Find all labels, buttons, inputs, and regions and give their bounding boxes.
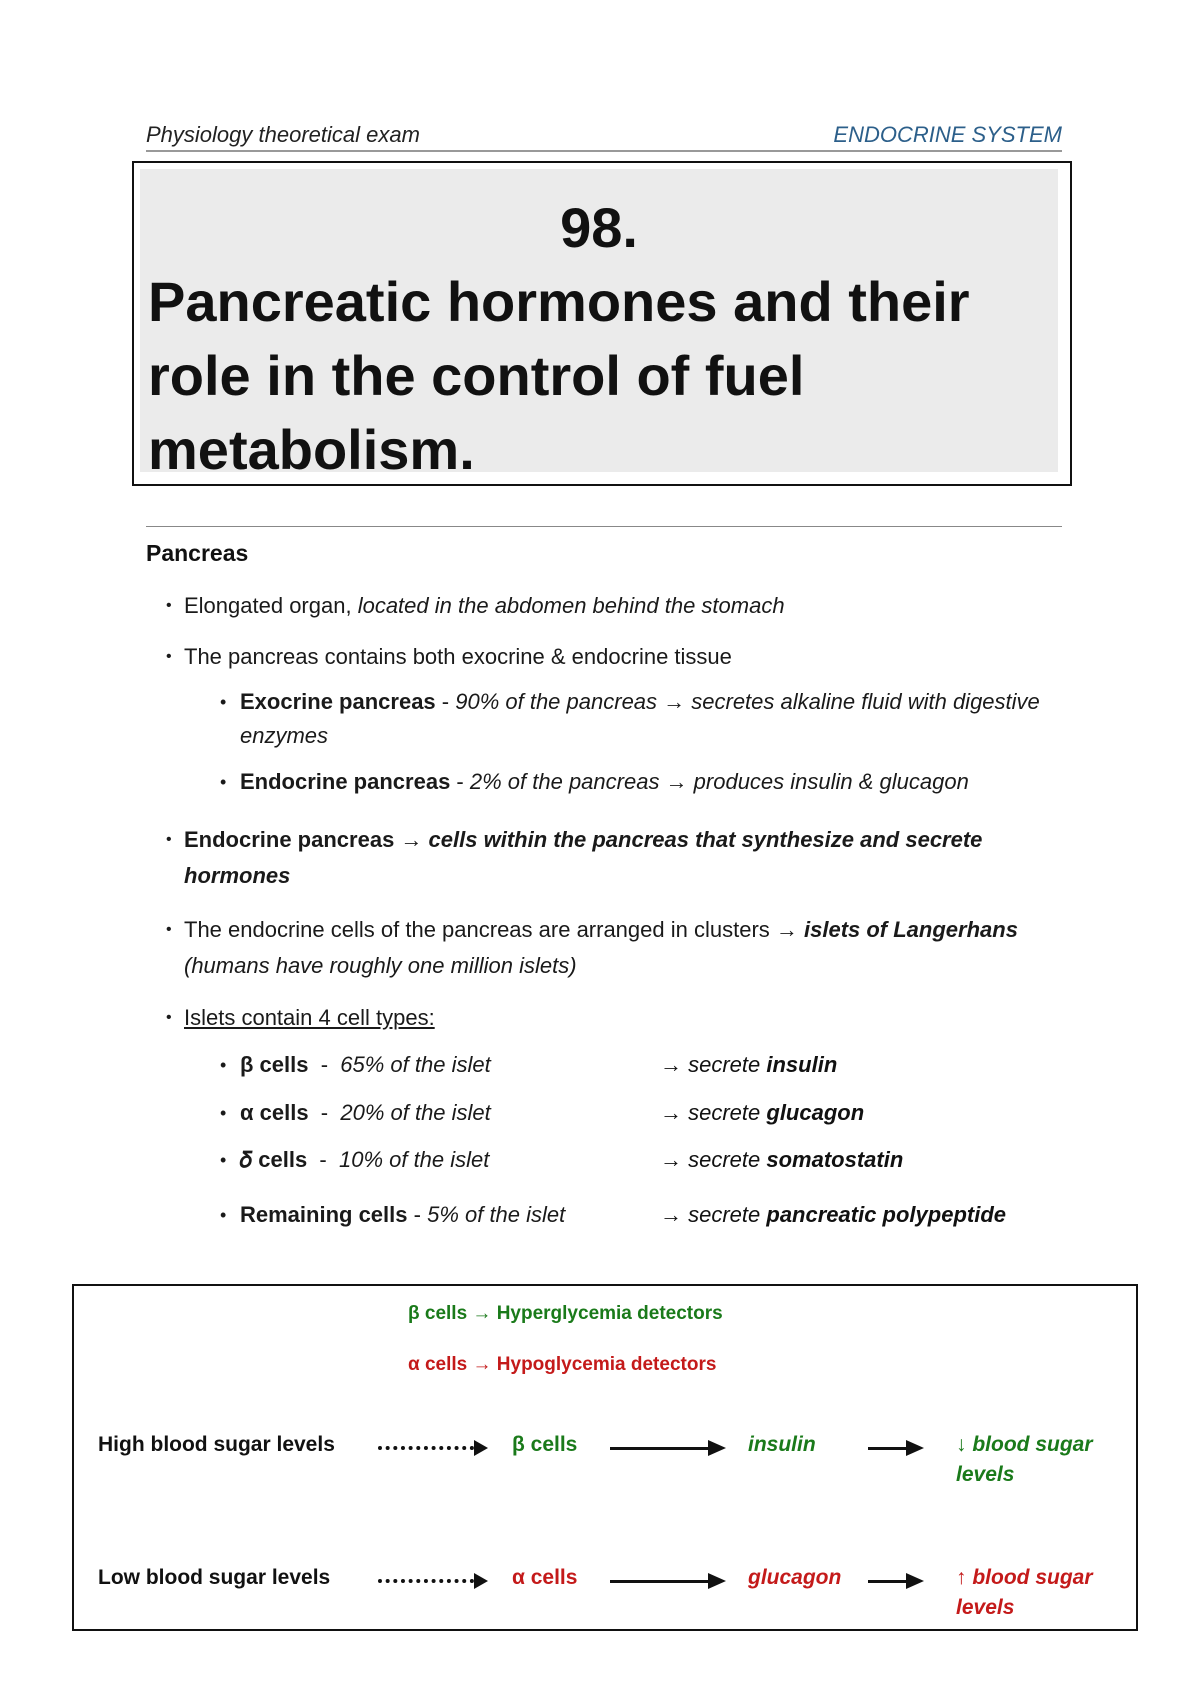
text: Elongated organ, xyxy=(184,593,358,618)
low-label: Low blood sugar levels xyxy=(98,1566,331,1589)
hormone-name: pancreatic polypeptide xyxy=(766,1202,1006,1227)
text-bold: Endocrine pancreas xyxy=(184,827,395,852)
hormone-name: glucagon xyxy=(766,1100,865,1125)
cell-row: • β cells - 65% of the islet xyxy=(240,1047,491,1083)
text-bold-italic: islets of Langerhans xyxy=(804,917,1018,942)
section-title: Pancreas xyxy=(146,540,249,566)
dashed-arrow-icon xyxy=(378,1579,474,1583)
arrow-right-icon xyxy=(868,1580,908,1583)
text: - xyxy=(435,689,456,714)
text-italic: located in the abdomen behind the stomach xyxy=(357,593,785,618)
title-box xyxy=(132,161,1072,486)
text-italic: (humans have roughly one million islets) xyxy=(184,953,577,978)
cell-secretion xyxy=(660,1142,903,1178)
text-bold: Exocrine pancreas xyxy=(240,689,436,714)
list-item xyxy=(166,1000,435,1036)
cell-share: 5% of the islet xyxy=(427,1202,566,1227)
cell-name: 𝛿 cells xyxy=(240,1147,308,1172)
low-result-cont: levels xyxy=(956,1596,1015,1619)
bullet-icon: • xyxy=(166,597,172,614)
bullet-icon: • xyxy=(166,831,172,848)
text-italic: 2% of the pancreas → produces insulin & glucagon xyxy=(469,769,969,794)
cell-row: • α cells - 20% of the islet xyxy=(240,1095,491,1131)
cell-row: • 𝛿 cells - 10% of the islet xyxy=(240,1142,489,1178)
text-italic: 90% of the pancreas → secretes alkaline fluid with digestive enzymes xyxy=(240,689,1040,748)
bullet-icon: • xyxy=(220,1205,227,1225)
low-hormone: glucagon xyxy=(748,1566,842,1589)
text-italic: → secrete xyxy=(660,1147,767,1172)
cell-row: • Remaining cells - 5% of the islet xyxy=(240,1197,565,1233)
cell-share: 10% of the islet xyxy=(338,1147,490,1172)
bullet-icon: • xyxy=(166,648,172,665)
text: → xyxy=(394,827,429,852)
text: The pancreas contains both exocrine & endocrine tissue xyxy=(184,644,732,669)
high-result: ↓ blood sugar xyxy=(956,1433,1093,1456)
cell-share: 20% of the islet xyxy=(340,1100,491,1125)
cell-name: α cells xyxy=(240,1100,309,1125)
bullet-icon: • xyxy=(220,692,227,712)
text-italic: → secrete xyxy=(660,1202,767,1227)
title-background xyxy=(140,169,1058,481)
alpha-note: α cells → Hypoglycemia detectors xyxy=(408,1354,717,1375)
low-result: ↑ blood sugar xyxy=(956,1566,1093,1589)
arrow-right-icon xyxy=(610,1580,710,1583)
high-label: High blood sugar levels xyxy=(98,1433,335,1456)
page-title: Pancreatic hormones and their role in the control of fuel metabolism. xyxy=(148,270,970,481)
low-cell: α cells xyxy=(512,1566,578,1589)
bullet-icon: • xyxy=(220,772,227,792)
high-cell: β cells xyxy=(512,1433,578,1456)
hormone-name: somatostatin xyxy=(766,1147,904,1172)
hormone-name: insulin xyxy=(766,1052,838,1077)
text-italic: → secrete xyxy=(660,1100,767,1125)
header-topic: ENDOCRINE SYSTEM xyxy=(833,122,1062,147)
cell-share: 65% of the islet xyxy=(340,1052,491,1077)
list-item xyxy=(166,822,1024,894)
text: - xyxy=(450,769,470,794)
arrow-right-icon xyxy=(868,1447,908,1450)
high-result-cont: levels xyxy=(956,1463,1015,1486)
cell-name: β cells xyxy=(240,1052,309,1077)
bullet-icon: • xyxy=(166,921,172,938)
bullet-icon: • xyxy=(220,1103,227,1123)
cell-secretion xyxy=(660,1095,864,1131)
list-item xyxy=(166,588,785,624)
title-number: 98. xyxy=(560,196,638,259)
dashed-arrow-icon xyxy=(378,1446,474,1450)
text-italic: → secrete xyxy=(660,1052,767,1077)
text-underlined: Islets contain 4 cell types: xyxy=(184,1005,435,1030)
text: The endocrine cells of the pancreas are arranged in clusters → xyxy=(184,917,804,942)
text-bold: Endocrine pancreas xyxy=(240,769,451,794)
bullet-icon: • xyxy=(166,1009,172,1026)
arrow-right-icon xyxy=(610,1447,710,1450)
header-course: Physiology theoretical exam xyxy=(146,122,420,147)
list-item xyxy=(220,685,1060,753)
section-divider xyxy=(146,526,1062,527)
cell-secretion xyxy=(660,1197,1006,1233)
header-divider xyxy=(146,150,1062,152)
list-item xyxy=(166,912,1024,984)
cell-secretion xyxy=(660,1047,837,1083)
bullet-icon: • xyxy=(220,1150,227,1170)
cell-name: Remaining cells xyxy=(240,1202,408,1227)
list-item xyxy=(220,764,969,800)
bullet-icon: • xyxy=(220,1055,227,1075)
beta-note: β cells → Hyperglycemia detectors xyxy=(408,1303,723,1324)
text-bold-italic: cells within the pancreas that synthesize and secrete hormones xyxy=(184,827,983,888)
list-item xyxy=(166,639,732,675)
high-hormone: insulin xyxy=(748,1433,816,1456)
